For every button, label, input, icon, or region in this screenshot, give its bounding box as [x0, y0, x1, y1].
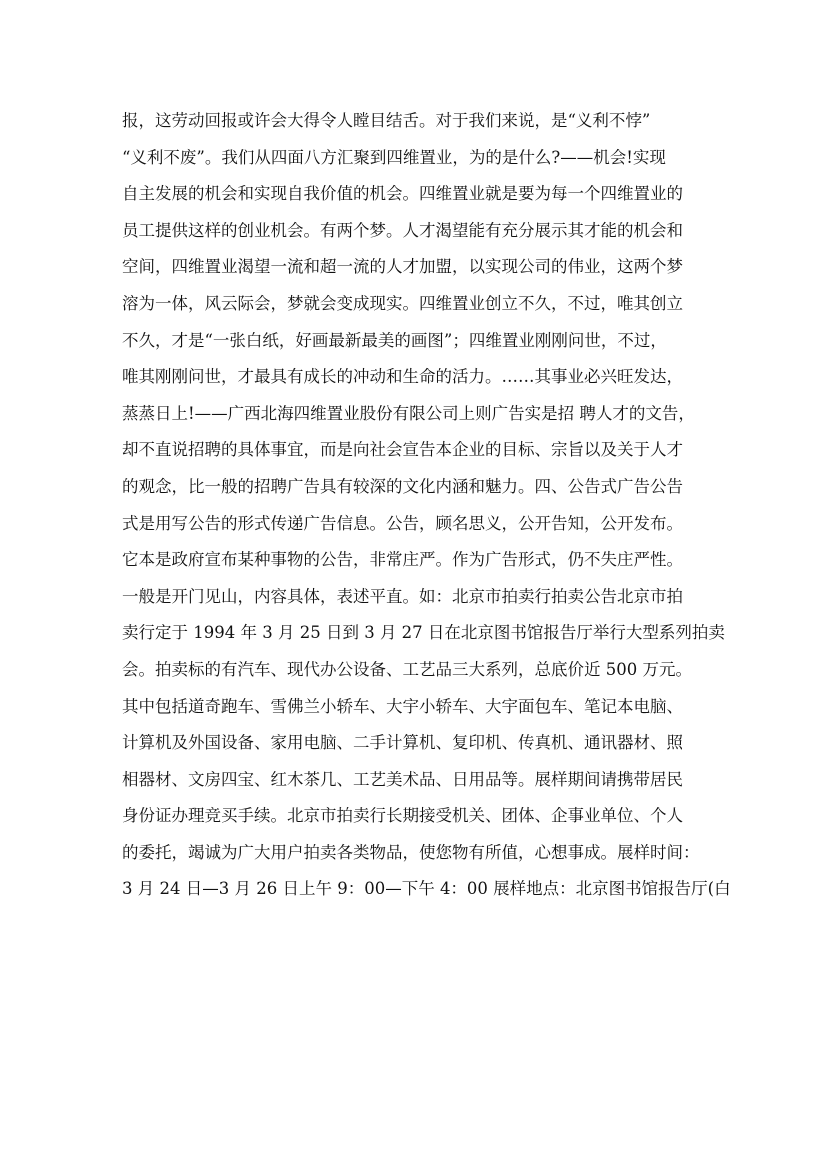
text-line: 溶为一体，风云际会，梦就会变成现实。四维置业创立不久，不过，唯其创立 [122, 293, 683, 313]
text-line: 卖行定于 1994 年 3 月 25 日到 3 月 27 日在北京图书馆报告厅举行大型系列拍卖 [122, 623, 725, 643]
text-line: 式是用写公告的形式传递广告信息。公告，顾名思义，公开告知，公开发布。 [122, 513, 683, 533]
text-line: 会。拍卖标的有汽车、现代办公设备、工艺品三大系列，总底价近 500 万元。 [122, 659, 692, 679]
text-line: 计算机及外国设备、家用电脑、二手计算机、复印机、传真机、通讯器材、照 [122, 733, 683, 753]
text-line: 3 月 24 日—3 月 26 日上午 9：00—下午 4：00 展样地点：北京图书馆报告厅(白 [122, 879, 731, 899]
text-line: 的委托，竭诚为广大用户拍卖各类物品，使您物有所值，心想事成。展样时间： [122, 842, 700, 862]
text-line: 员工提供这样的创业机会。有两个梦。人才渴望能有充分展示其才能的机会和 [122, 220, 683, 240]
text-line: 报，这劳动回报或许会大得令人瞠目结舌。对于我们来说，是“义利不悖” [122, 111, 651, 130]
text-line: 不久，才是“一张白纸，好画最新最美的画图”；四维置业刚刚问世，不过， [122, 330, 667, 350]
text-line: 的观念，比一般的招聘广告具有较深的文化内涵和魅力。四、公告式广告公告 [122, 476, 683, 496]
text-line: 它本是政府宣布某种事物的公告，非常庄严。作为广告形式，仍不失庄严性。 [122, 550, 683, 570]
text-line: 蒸蒸日上!——广西北海四维置业股份有限公司上则广告实是招 聘人才的文告， [122, 403, 695, 423]
text-line: 唯其刚刚问世，才最具有成长的冲动和生命的活力。……其事业必兴旺发达， [122, 367, 683, 387]
text-line: 其中包括道奇跑车、雪佛兰小轿车、大宇小轿车、大宇面包车、笔记本电脑、 [122, 696, 683, 716]
text-line: 相器材、文房四宝、红木茶几、工艺美术品、日用品等。展样期间请携带居民 [122, 769, 683, 789]
text-line: 却不直说招聘的具体事宜，而是向社会宣告本企业的目标、宗旨以及关于人才 [122, 440, 683, 460]
text-line: 空间，四维置业渴望一流和超一流的人才加盟，以实现公司的伟业，这两个梦 [122, 257, 683, 277]
text-line: 一般是开门见山，内容具体，表述平直。如：北京市拍卖行拍卖公告北京市拍 [122, 586, 683, 606]
text-line: “义利不废”。我们从四面八方汇聚到四维置业，为的是什么?——机会!实现 [122, 147, 666, 167]
body-text [122, 103, 731, 908]
text-line: 自主发展的机会和实现自我价值的机会。四维置业就是要为每一个四维置业的 [122, 184, 683, 204]
text-line: 身份证办理竞买手续。北京市拍卖行长期接受机关、团体、企事业单位、个人 [122, 806, 683, 826]
